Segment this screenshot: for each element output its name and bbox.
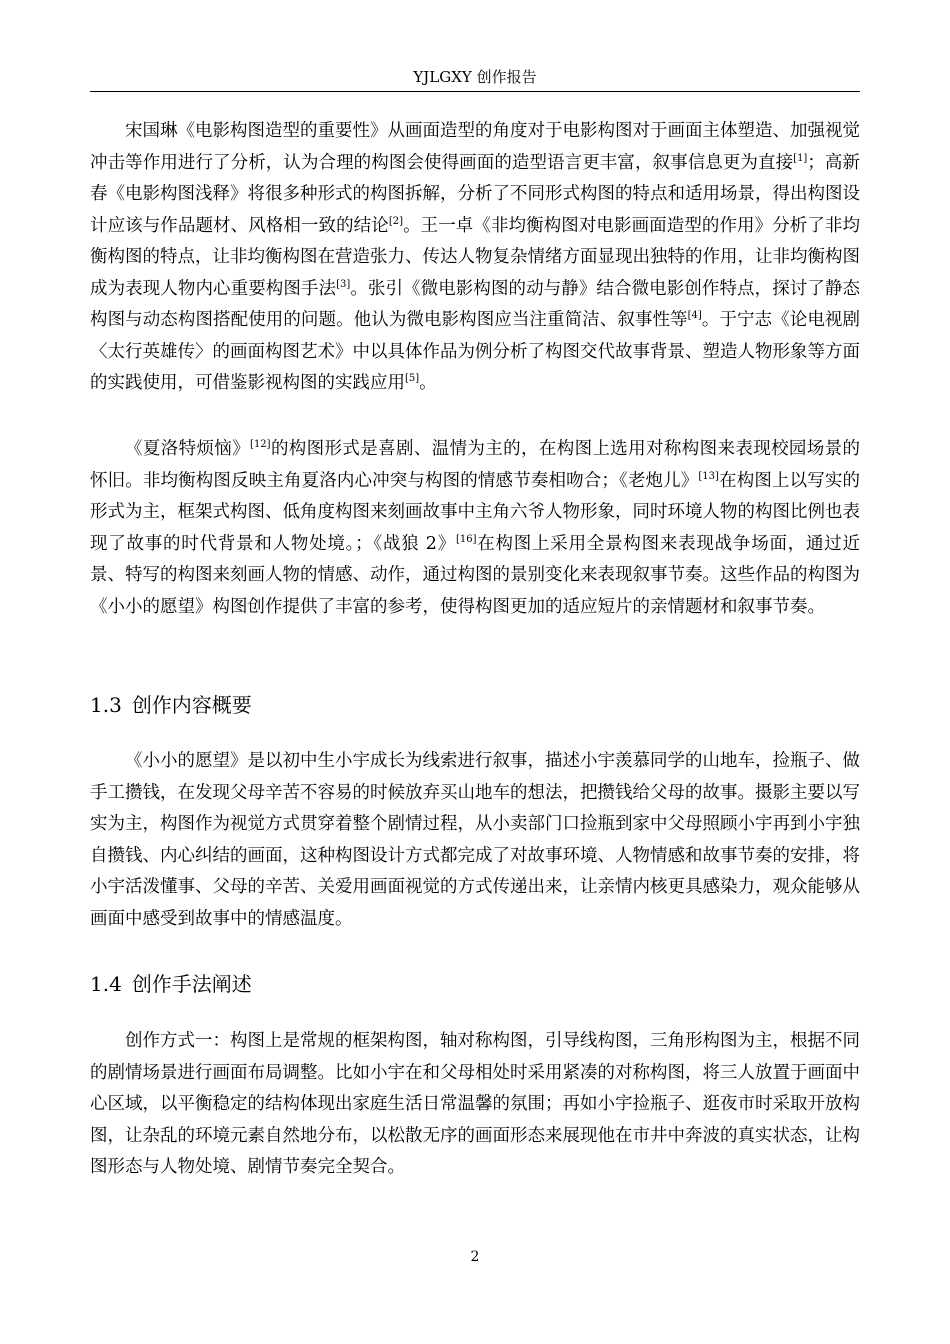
citation-ref: [1] xyxy=(793,152,808,164)
section-title: 创作手法阐述 xyxy=(131,972,252,996)
paragraph-text: ；高新春《电影构图浅释》将很多种形式的构图拆解，分析了不同形式构图的特点和适用场景，得出构图设计应该与作品题材、风格相一致的结论 xyxy=(90,152,861,236)
section-number: 1.3 xyxy=(90,693,122,717)
paragraph-content-summary: 《小小的愿望》是以初中生小宇成长为线索进行叙事，描述小宇羡慕同学的山地车，捡瓶子、做手工攒钱，在发现父母辛苦不容易的时候放弃买山地车的想法，把攒钱给父母的故事。摄影主要以写实为主，构图作为视觉方式贯穿着整个剧情过程，从小卖部门口捡瓶到家中父母照顾小宇再到小宇独自攒钱、内心纠结的画面，这种构图设计方式都完成了对故事环境、人物情感和故事节奏的安排，将小宇活泼懂事、父母的辛苦、关爱用画面视觉的方式传递出来，让亲情内核更具感染力，观众能够从画面中感受到故事中的情感温度。 xyxy=(90,751,860,929)
citation-ref: [5] xyxy=(405,373,420,384)
paragraph-text: 。王一卓《非均衡构图对电影画面造型的作用》分析了非均衡构图的特点，让非均衡构图在营造张力、传达人物复杂情绪方面显现出独特的作用，让非均衡构图成为表现人物内心重要构图手法 xyxy=(90,215,861,299)
section-heading-1-4 xyxy=(90,972,252,996)
paragraph-film-references xyxy=(90,434,860,623)
section-title: 创作内容概要 xyxy=(131,693,252,717)
header-rule xyxy=(90,91,860,92)
page-number: 2 xyxy=(470,1249,480,1265)
paragraph-text: 的构图形式是喜剧、温情为主的，在构图上选用对称构图来表现校园场景的怀旧。非均衡构图反映主角夏洛内心冲突与构图的情感节奏相吻合；《老炮儿》 xyxy=(90,439,861,491)
citation-ref: [16] xyxy=(455,533,477,545)
paragraph-text: 。 xyxy=(419,373,437,393)
citation-ref: [13] xyxy=(698,470,719,482)
page-header: YJLGXY 创作报告 xyxy=(413,68,537,86)
paragraph-literature-review xyxy=(90,116,860,400)
paragraph-text: 在构图上采用全景构图来表现战争场面，通过近景、特写的构图来刻画人物的情感、动作，通过构图的景别变化来表现叙事节奏。这些作品的构图为《小小的愿望》构图创作提供了丰富的参考，使得构图更加的适应短片的亲情题材和叙事节奏。 xyxy=(90,533,861,617)
citation-ref: [2] xyxy=(388,215,403,227)
paragraph-text: 《夏洛特烦恼》 xyxy=(125,439,251,459)
paragraph-text: 在构图上以写实的形式为主，框架式构图、低角度构图来刻画故事中主角六爷人物形象，同时环境人物的构图比例也表现了故事的时代背景和人物处境。；《战狼 2》 xyxy=(90,470,861,554)
citation-ref: [3] xyxy=(336,278,351,290)
paragraph-method-description: 创作方式一：构图上是常规的框架构图，轴对称构图，引导线构图，三角形构图为主，根据不同的剧情场景进行画面布局调整。比如小宇在和父母相处时采用紧凑的对称构图，将三人放置于画面中心区域，以平衡稳定的结构体现出家庭生活日常温馨的氛围；再如小宇捡瓶子、逛夜市时采取开放构图，让杂乱的环境元素自然地分布，以松散无序的画面形态来展现他在市井中奔波的真实状态，让构图形态与人物处境、剧情节奏完全契合。 xyxy=(90,1031,860,1177)
citation-ref: [12] xyxy=(250,439,271,450)
section-heading-1-3 xyxy=(90,693,252,717)
paragraph-text: 。于宁志《论电视剧〈太行英雄传〉的画面构图艺术》中以具体作品为例分析了构图交代故事背景、塑造人物形象等方面的实践使用，可借鉴影视构图的实践应用 xyxy=(90,310,861,393)
paragraph-text: 宋国琳《电影构图造型的重要性》从画面造型的角度对于电影构图对于画面主体塑造、加强视觉冲击等作用进行了分析，认为合理的构图会使得画面的造型语言更丰富，叙事信息更为直接 xyxy=(90,121,860,173)
paragraph-text: 。张引《微电影构图的动与静》结合微电影创作特点，探讨了静态构图与动态构图搭配使用的问题。他认为微电影构图应当注重简洁、叙事性等 xyxy=(90,278,861,330)
citation-ref: [4] xyxy=(687,310,702,321)
section-number: 1.4 xyxy=(90,972,122,996)
